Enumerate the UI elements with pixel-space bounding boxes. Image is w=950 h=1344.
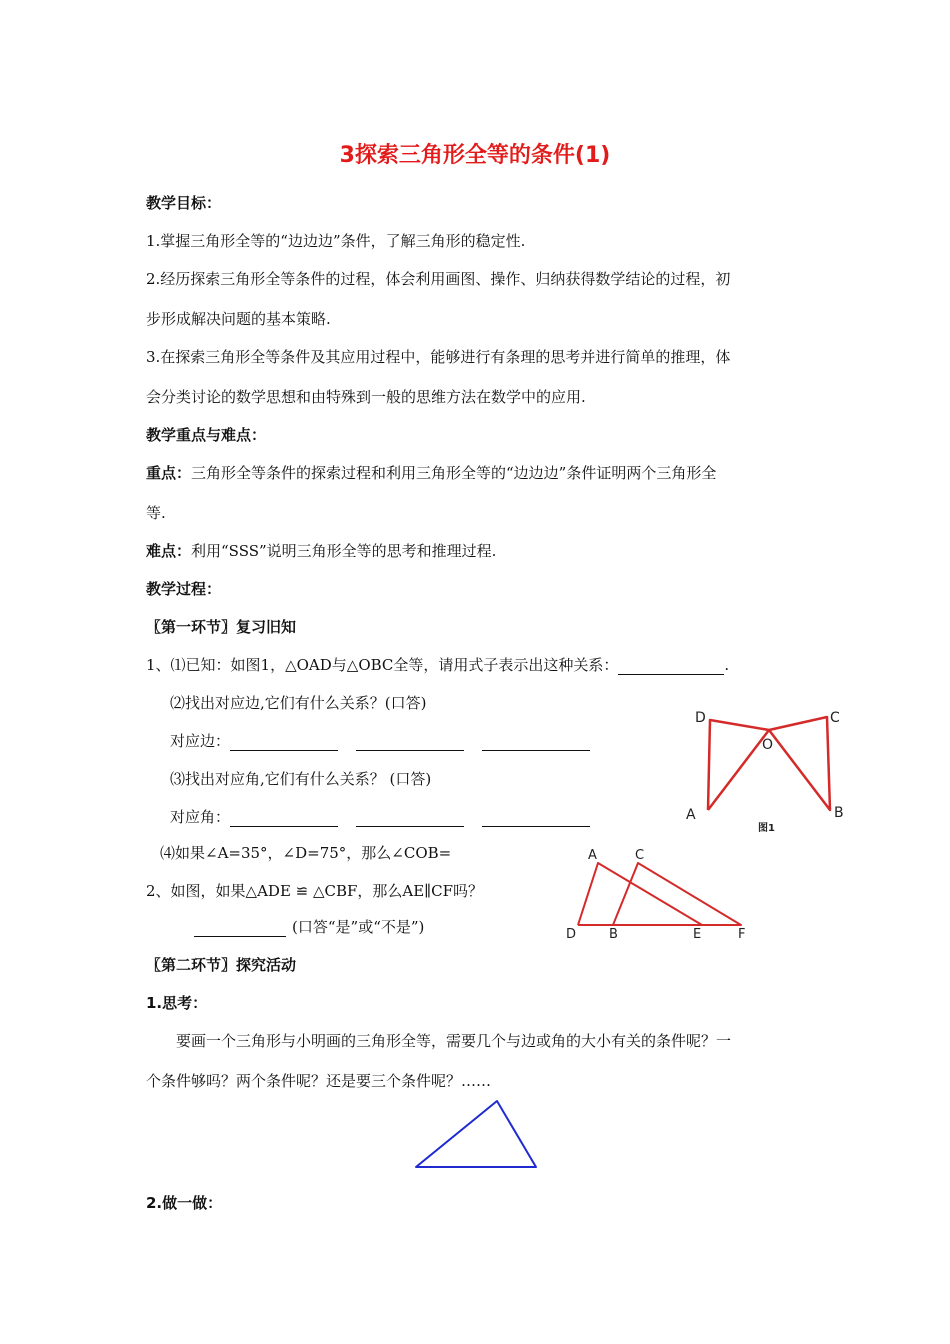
question-1-1-text: 1、⑴已知：如图1，△OAD与△OBC全等，请用式子表示出这种关系：	[146, 656, 619, 674]
label-a: A	[588, 848, 597, 863]
question-2-answer-row	[194, 916, 424, 937]
side-blank-3[interactable]	[482, 736, 590, 751]
difficulty-text: 利用“SSS”说明三角形全等的思考和推理过程.	[191, 542, 497, 560]
label-e: E	[693, 927, 702, 942]
key-point-text: 三角形全等条件的探索过程和利用三角形全等的“边边边”条件证明两个三角形全	[191, 464, 717, 482]
difficulty-label: 难点：	[146, 542, 192, 560]
angle-blank-1[interactable]	[230, 812, 338, 827]
key-point-line2: 等.	[146, 504, 166, 522]
label-o: O	[762, 737, 774, 753]
figure-1	[680, 700, 860, 840]
label-a: A	[686, 807, 696, 823]
key-point-line1	[146, 462, 716, 483]
triangle-obc	[769, 717, 830, 810]
triangle-oad	[708, 720, 769, 810]
label-c: C	[830, 710, 840, 726]
question-1-1-end: .	[724, 656, 730, 674]
label-d: D	[695, 710, 706, 726]
label-f: F	[738, 927, 746, 942]
figure-1-caption: 图1	[758, 823, 775, 834]
keypoints-heading: 教学重点与难点：	[146, 426, 267, 444]
angle-blank-3[interactable]	[482, 812, 590, 827]
triangle-ade	[578, 863, 702, 925]
label-d: D	[566, 927, 577, 942]
side-blank-1[interactable]	[230, 736, 338, 751]
corresponding-sides-row	[170, 730, 590, 751]
figure-2	[560, 845, 760, 945]
think-line1: 要画一个三角形与小明画的三角形全等，需要几个与边或角的大小有关的条件呢？一	[176, 1032, 732, 1050]
objective-3-line1: 3.在探索三角形全等条件及其应用过程中，能够进行有条理的思考并进行简单的推理，体	[146, 348, 731, 366]
key-point-label: 重点：	[146, 464, 192, 482]
label-b: B	[834, 805, 844, 821]
process-heading: 教学过程：	[146, 580, 222, 598]
section2-heading: 〖第二环节〗探究活动	[146, 956, 297, 974]
question-2: 2、如图，如果△ADE ≌ △CBF，那么AE∥CF吗？	[146, 882, 484, 900]
page-title: 3探索三角形全等的条件(1)	[339, 143, 611, 168]
corresponding-angles-label: 对应角：	[170, 808, 231, 826]
corresponding-sides-label: 对应边：	[170, 732, 231, 750]
label-c: C	[635, 848, 645, 863]
question-1-1	[146, 654, 729, 675]
objective-2-line2: 步形成解决问题的基本策略.	[146, 310, 331, 328]
objective-1: 1.掌握三角形全等的“边边边”条件，了解三角形的稳定性.	[146, 232, 526, 250]
triangle-cbf	[613, 863, 741, 925]
section1-heading: 〖第一环节〗复习旧知	[146, 618, 297, 636]
figure-3	[405, 1095, 545, 1175]
objectives-heading: 教学目标：	[146, 194, 222, 212]
do-heading: 2.做一做：	[146, 1194, 223, 1212]
think-line2: 个条件够吗？两个条件呢？还是要三个条件呢？……	[146, 1072, 492, 1090]
question-1-3: ⑶找出对应角,它们有什么关系？ (口答)	[170, 770, 432, 788]
q2-answer-blank[interactable]	[194, 922, 286, 937]
answer-blank-1[interactable]	[618, 660, 724, 675]
objective-2-line1: 2.经历探索三角形全等条件的过程，体会利用画图、操作、归纳获得数学结论的过程，初	[146, 270, 731, 288]
question-1-2: ⑵找出对应边,它们有什么关系？(口答)	[170, 694, 427, 712]
question-1-4: ⑷如果∠A=35°，∠D=75°，那么∠COB=	[160, 844, 452, 862]
difficulty-line	[146, 540, 496, 561]
blue-triangle	[416, 1101, 536, 1167]
angle-blank-2[interactable]	[356, 812, 464, 827]
objective-3-line2: 会分类讨论的数学思想和由特殊到一般的思维方法在数学中的应用.	[146, 388, 586, 406]
side-blank-2[interactable]	[356, 736, 464, 751]
label-b: B	[609, 927, 618, 942]
think-heading: 1.思考：	[146, 994, 208, 1012]
corresponding-angles-row	[170, 806, 590, 827]
question-2-answer-hint: (口答“是”或“不是”)	[292, 918, 425, 936]
